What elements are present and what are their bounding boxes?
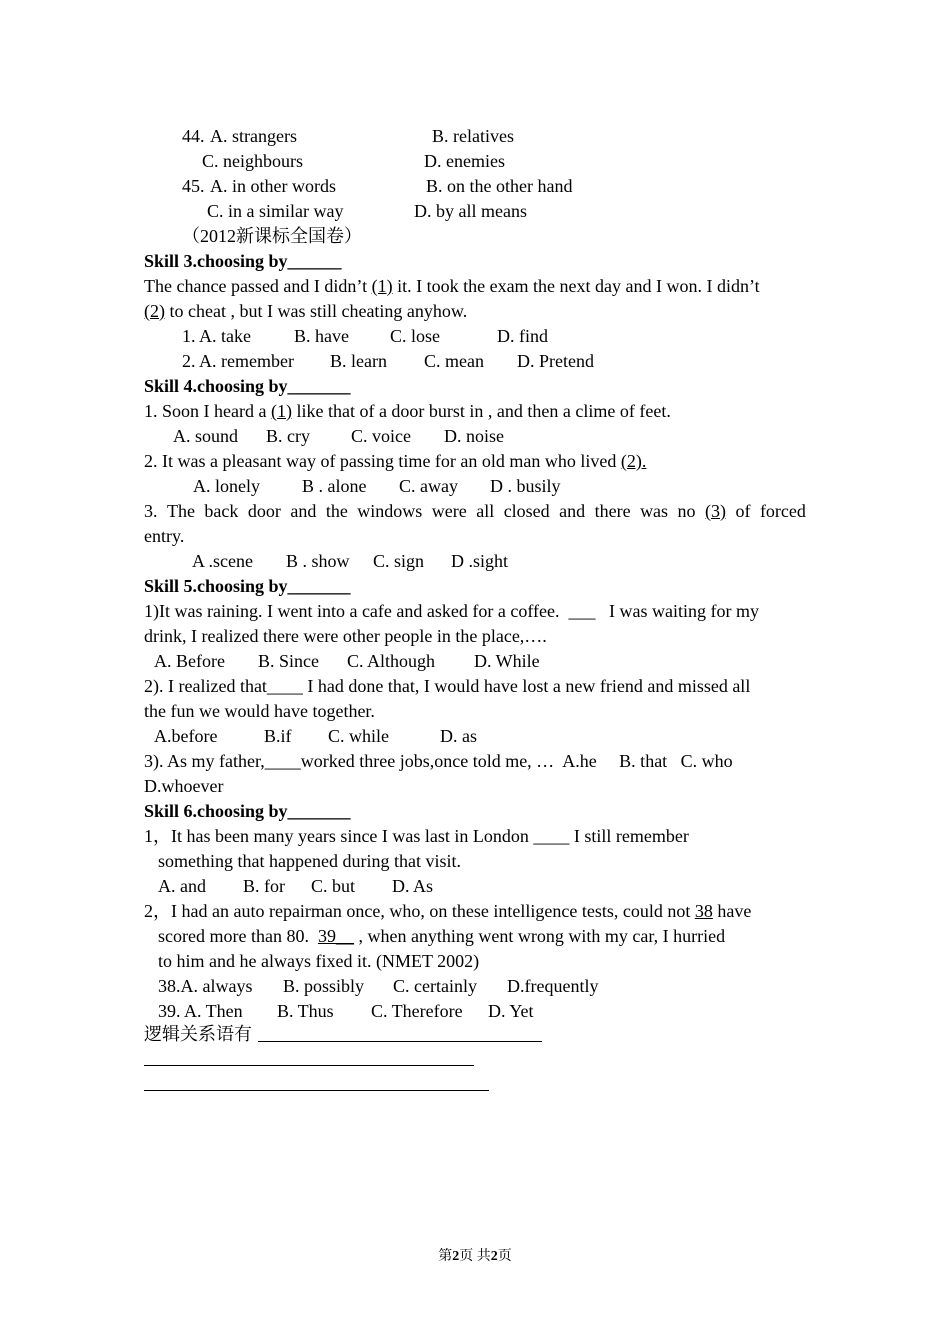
skill3-heading: Skill 3.choosing by______ [144, 251, 342, 271]
q45-number: 45. [182, 176, 205, 196]
q44-option-d: D. enemies [424, 151, 505, 171]
blank-39: 39__ [317, 926, 354, 946]
skill6-s1-b: B. for [243, 876, 285, 896]
skill6-s1-line2: something that happened during that visit. [158, 851, 461, 871]
skill3-q2-b: B. learn [330, 351, 387, 371]
skill5-p2-line1: 2). I realized that____ I had done that, I would have lost a new friend and missed all [144, 676, 751, 696]
skill4-s2-a: A. lonely [193, 476, 260, 496]
skill4-sentence3-line2: entry. [144, 526, 185, 546]
skill4-s1-d: D. noise [444, 426, 504, 446]
skill3-q1-b: B. have [294, 326, 349, 346]
skill6-s1-line1: 1，It has been many years since I was last in London ____ I still remember [144, 826, 689, 846]
skill3-q1-d: D. find [497, 326, 548, 346]
skill4-s1-c: C. voice [351, 426, 411, 446]
skill3-q2-d: D. Pretend [517, 351, 594, 371]
blank-38: 38 [694, 901, 713, 921]
skill3-passage-line2: (2) to cheat , but I was still cheating anyhow. [144, 301, 468, 321]
skill5-p1-a: A. Before [154, 651, 225, 671]
page-footer: 第2页 共2页 [438, 1249, 512, 1264]
skill5-p2-c: C. while [328, 726, 389, 746]
skill4-heading: Skill 4.choosing by_______ [144, 376, 351, 396]
skill4-s3-c: C. sign [373, 551, 425, 571]
skill5-p1-c: C. Although [347, 651, 436, 671]
q45-option-b: B. on the other hand [426, 176, 573, 196]
q44-number: 44. [182, 126, 205, 146]
skill6-s2-line3: to him and he always fixed it. (NMET 2002) [158, 951, 480, 971]
skill4-s3-b: B . show [286, 551, 350, 571]
q45-option-a: A. in other words [210, 176, 336, 196]
skill6-s2-line1: 2，I had an auto repairman once, who, on these intelligence tests, could not 38 have [144, 901, 752, 921]
skill5-p1-d: D. While [474, 651, 540, 671]
skill4-sentence3-line1: 3. The back door and the windows were all closed and there was no (3) of forced [144, 501, 806, 521]
skill6-heading: Skill 6.choosing by_______ [144, 801, 351, 821]
skill5-p1-line1: 1)It was raining. I went into a cafe and asked for a coffee. ___ I was waiting for my [144, 601, 759, 621]
blank-2: (2) [144, 301, 165, 321]
skill4-s2-d: D . busily [490, 476, 561, 496]
skill3-passage-line1: The chance passed and I didn’t (1) it. I took the exam the next day and I won. I didn’t [144, 276, 760, 296]
skill6-s1-d: D. As [392, 876, 434, 896]
skill5-heading: Skill 5.choosing by_______ [144, 576, 351, 596]
skill4-s1-a: A. sound [173, 426, 239, 446]
skill6-s1-c: C. but [311, 876, 356, 896]
skill3-q2-c: C. mean [424, 351, 484, 371]
skill3-q2-a: 2. A. remember [182, 351, 294, 371]
skill5-p2-d: D. as [440, 726, 477, 746]
skill5-p1-line2: drink, I realized there were other people in the place,…. [144, 626, 547, 646]
q38-d: D.frequently [507, 976, 599, 996]
q39-d: D. Yet [488, 1001, 534, 1021]
skill4-s1-b: B. cry [266, 426, 310, 446]
source-note: （2012新课标全国卷） [182, 226, 362, 246]
skill6-s2-line2: scored more than 80. 39__ , when anything went wrong with my car, I hurried [158, 926, 726, 946]
answer-line-3 [144, 1090, 489, 1091]
skill5-p2-b: B.if [264, 726, 292, 746]
q45-option-c: C. in a similar way [207, 201, 344, 221]
q39-c: C. Therefore [371, 1001, 463, 1021]
skill5-p1-b: B. Since [258, 651, 319, 671]
q44-option-a: A. strangers [210, 126, 297, 146]
answer-line-2 [144, 1065, 474, 1066]
q38-a: 38.A. always [158, 976, 253, 996]
skill5-p2-a: A.before [154, 726, 218, 746]
answer-line-1 [258, 1041, 542, 1042]
skill3-q1-c: C. lose [390, 326, 441, 346]
logic-words-label: 逻辑关系语有 [144, 1024, 252, 1044]
q44-option-b: B. relatives [432, 126, 514, 146]
skill5-p2-line2: the fun we would have together. [144, 701, 375, 721]
skill3-q1-a: 1. A. take [182, 326, 251, 346]
skill4-s2-c: C. away [399, 476, 458, 496]
current-page-number: 2 [452, 1249, 460, 1264]
skill4-sentence2: 2. It was a pleasant way of passing time for an old man who lived (2). [144, 451, 647, 471]
q44-option-c: C. neighbours [202, 151, 303, 171]
skill5-p3-line1: 3). As my father,____worked three jobs,once told me, … A.he B. that C. who [144, 751, 733, 771]
q39-a: 39. A. Then [158, 1001, 243, 1021]
skill4-s3-d: D .sight [451, 551, 509, 571]
q45-option-d: D. by all means [414, 201, 527, 221]
skill5-p3-line2: D.whoever [144, 776, 224, 796]
q38-b: B. possibly [283, 976, 365, 996]
q38-c: C. certainly [393, 976, 477, 996]
q39-b: B. Thus [277, 1001, 334, 1021]
skill4-s2-b: B . alone [302, 476, 367, 496]
skill4-s3-a: A .scene [192, 551, 253, 571]
total-page-count: 2 [490, 1249, 498, 1264]
blank-1: (1) [371, 276, 393, 296]
skill6-s1-a: A. and [158, 876, 206, 896]
skill4-sentence1: 1. Soon I heard a (1) like that of a door burst in , and then a clime of feet. [144, 401, 671, 421]
